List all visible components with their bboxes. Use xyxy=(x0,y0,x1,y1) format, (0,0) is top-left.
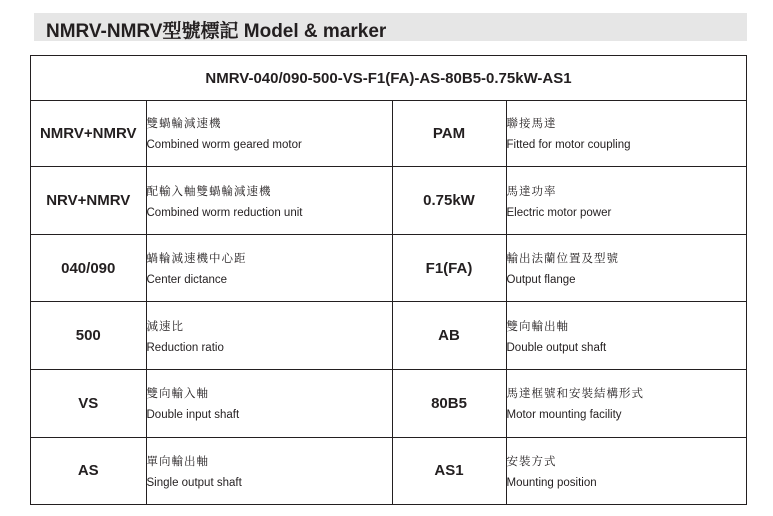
description-cell xyxy=(146,437,392,504)
english-label: Motor mounting facility xyxy=(506,409,622,422)
chinese-label: 聯接馬達 xyxy=(506,118,557,131)
page-title: NMRV-NMRV型號標記 Model & marker xyxy=(46,21,387,42)
table-row xyxy=(31,302,746,370)
description-cell xyxy=(506,370,746,438)
english-label: Double input shaft xyxy=(146,409,240,422)
chinese-label: 單向輸出軸 xyxy=(146,455,209,468)
code-cell: PAM xyxy=(392,100,506,167)
english-label: Center dictance xyxy=(146,274,228,287)
code-cell: NRV+NMRV xyxy=(31,167,146,235)
english-label: Electric motor power xyxy=(506,206,612,219)
table-row xyxy=(31,437,746,504)
description-cell xyxy=(146,302,392,370)
description-cell xyxy=(506,100,746,167)
chinese-label: 輸出法蘭位置及型號 xyxy=(506,253,619,266)
description-cell xyxy=(506,302,746,370)
english-label: Combined worm reduction unit xyxy=(146,206,303,219)
description-cell xyxy=(146,370,392,438)
code-cell: AS1 xyxy=(392,437,506,504)
english-label: Mounting position xyxy=(506,476,597,489)
legend-grid xyxy=(31,100,746,504)
title-bar xyxy=(34,13,747,41)
english-label: Fitted for motor coupling xyxy=(506,139,631,152)
chinese-label: 馬達框號和安裝結構形式 xyxy=(506,388,644,401)
description-cell xyxy=(506,437,746,504)
english-label: Single output shaft xyxy=(146,476,242,489)
chinese-label: 雙蝸輪減速機 xyxy=(146,118,222,131)
description-cell xyxy=(146,100,392,167)
code-cell: 0.75kW xyxy=(392,167,506,235)
code-cell: NMRV+NMRV xyxy=(31,100,146,167)
code-cell: AS xyxy=(31,437,146,504)
english-label: Reduction ratio xyxy=(146,341,224,354)
table-row xyxy=(31,234,746,302)
english-label: Combined worm geared motor xyxy=(146,139,302,152)
description-cell xyxy=(506,167,746,235)
english-label: Output flange xyxy=(506,274,576,287)
table-row xyxy=(31,370,746,438)
chinese-label: 蝸輪減速機中心距 xyxy=(146,253,247,266)
code-cell: F1(FA) xyxy=(392,234,506,302)
description-cell xyxy=(506,234,746,302)
model-code: NMRV-040/090-500-VS-F1(FA)-AS-80B5-0.75kW-AS1 xyxy=(31,56,746,101)
english-label: Double output shaft xyxy=(506,341,607,354)
code-cell: 80B5 xyxy=(392,370,506,438)
code-cell: AB xyxy=(392,302,506,370)
chinese-label: 馬達功率 xyxy=(506,185,557,198)
model-marker-table xyxy=(30,55,747,505)
chinese-label: 安裝方式 xyxy=(506,455,557,468)
table-row xyxy=(31,100,746,167)
description-cell xyxy=(146,234,392,302)
code-cell: 500 xyxy=(31,302,146,370)
chinese-label: 雙向輸出軸 xyxy=(506,320,569,333)
chinese-label: 配輸入軸雙蝸輪減速機 xyxy=(146,185,272,198)
chinese-label: 減速比 xyxy=(146,320,184,333)
chinese-label: 雙向輸入軸 xyxy=(146,388,209,401)
description-cell xyxy=(146,167,392,235)
code-cell: VS xyxy=(31,370,146,438)
table-row xyxy=(31,167,746,235)
code-cell: 040/090 xyxy=(31,234,146,302)
